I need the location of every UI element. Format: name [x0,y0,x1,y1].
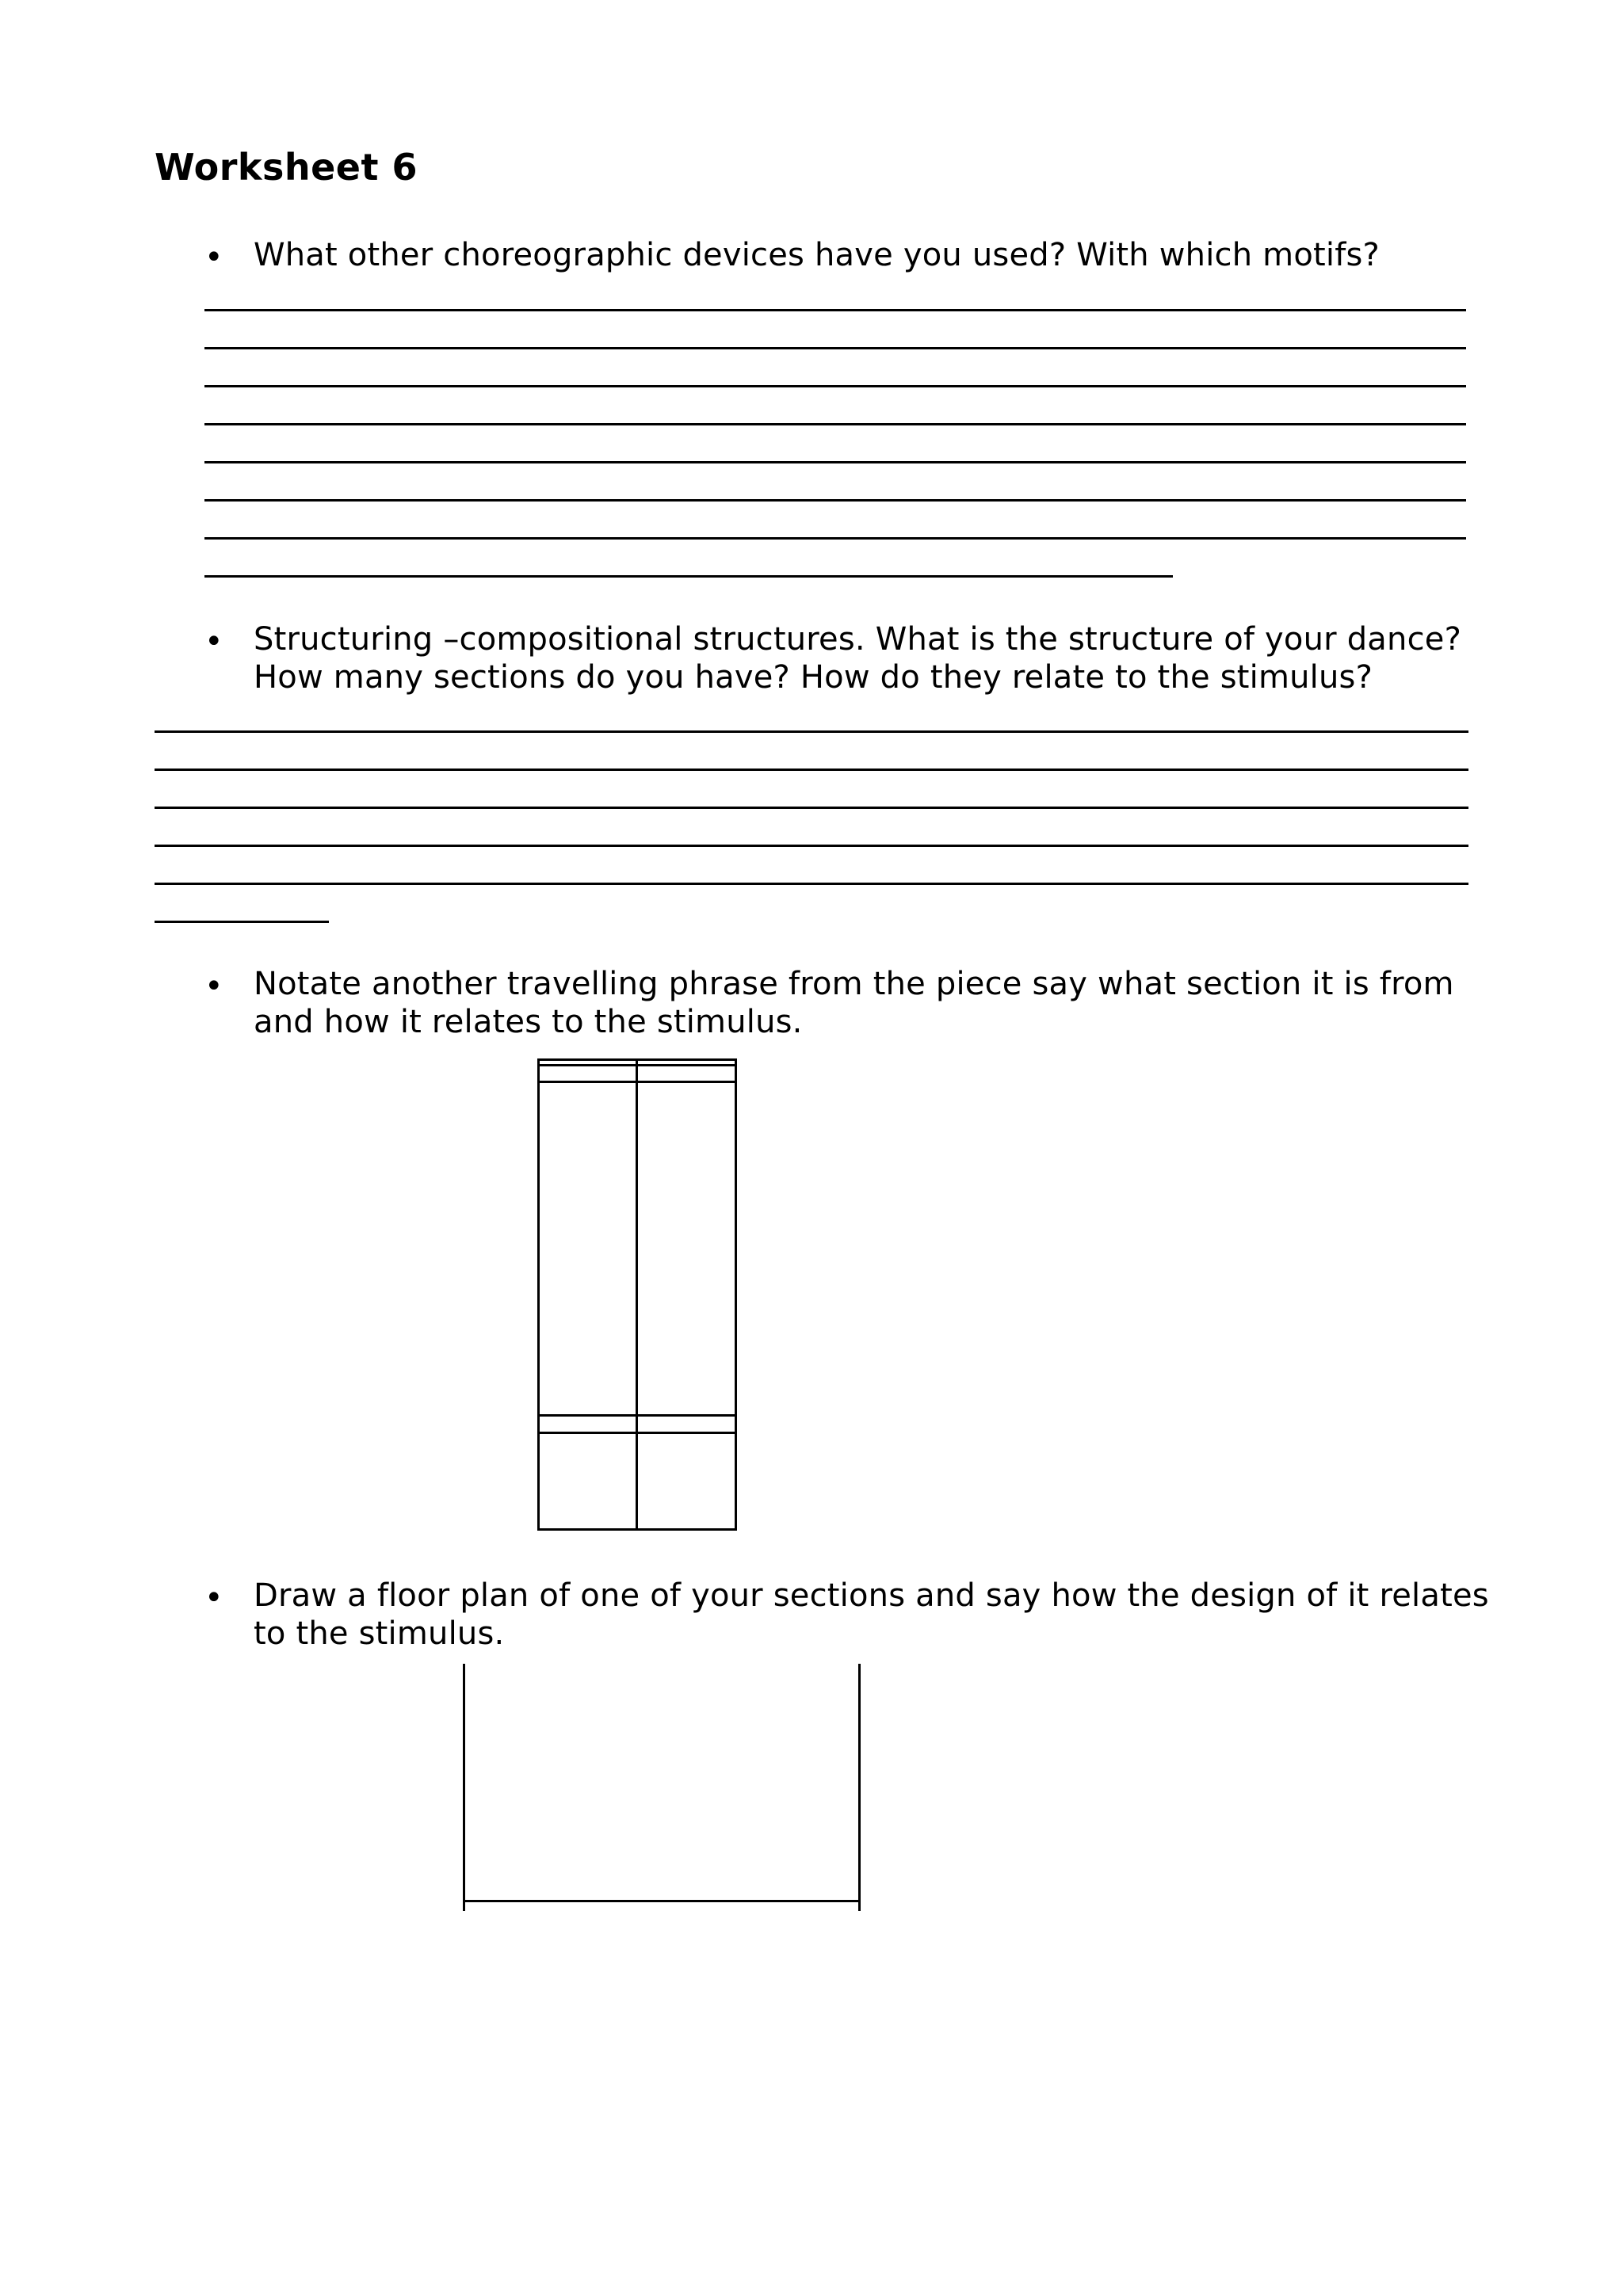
notation-staff-bar-line [537,1432,737,1434]
question-4-text: Draw a floor plan of one of your sections and say how the design of it relates to the stimulus. [254,1577,1489,1652]
bullet-icon: • [204,1580,223,1616]
answer-line[interactable] [204,575,1173,578]
answer-line[interactable] [204,537,1466,540]
answer-line[interactable] [204,499,1466,502]
notation-staff-start-line [537,1081,737,1083]
bullet-icon: • [204,968,223,1005]
answer-line[interactable] [204,461,1466,463]
answer-line[interactable] [155,807,1468,809]
bullet-icon: • [204,624,223,660]
answer-line[interactable] [155,769,1468,771]
floor-plan-right-edge [858,1664,861,1911]
answer-line[interactable] [204,347,1466,349]
notation-staff-bar-line [537,1414,737,1417]
answer-line[interactable] [155,845,1468,847]
bullet-icon: • [204,239,223,276]
answer-line[interactable] [204,423,1466,425]
floor-plan-bottom-edge [463,1900,861,1902]
worksheet-title: Worksheet 6 [155,146,418,189]
notation-staff-centre-line [636,1058,638,1531]
question-2-text: Structuring –compositional structures. What is the structure of your dance? How many sections do you have? How do they relate to the stimulus? [254,621,1462,696]
floor-plan-left-edge [463,1664,465,1911]
answer-line[interactable] [155,730,1468,733]
answer-line[interactable] [155,921,329,923]
answer-line[interactable] [155,883,1468,885]
notation-staff-top-bar [537,1064,737,1066]
answer-line[interactable] [204,309,1466,311]
question-1-text: What other choreographic devices have you used? With which motifs? [254,237,1380,273]
answer-line[interactable] [204,385,1466,387]
question-3-text: Notate another travelling phrase from the piece say what section it is from and how it relates to the stimulus. [254,966,1454,1040]
